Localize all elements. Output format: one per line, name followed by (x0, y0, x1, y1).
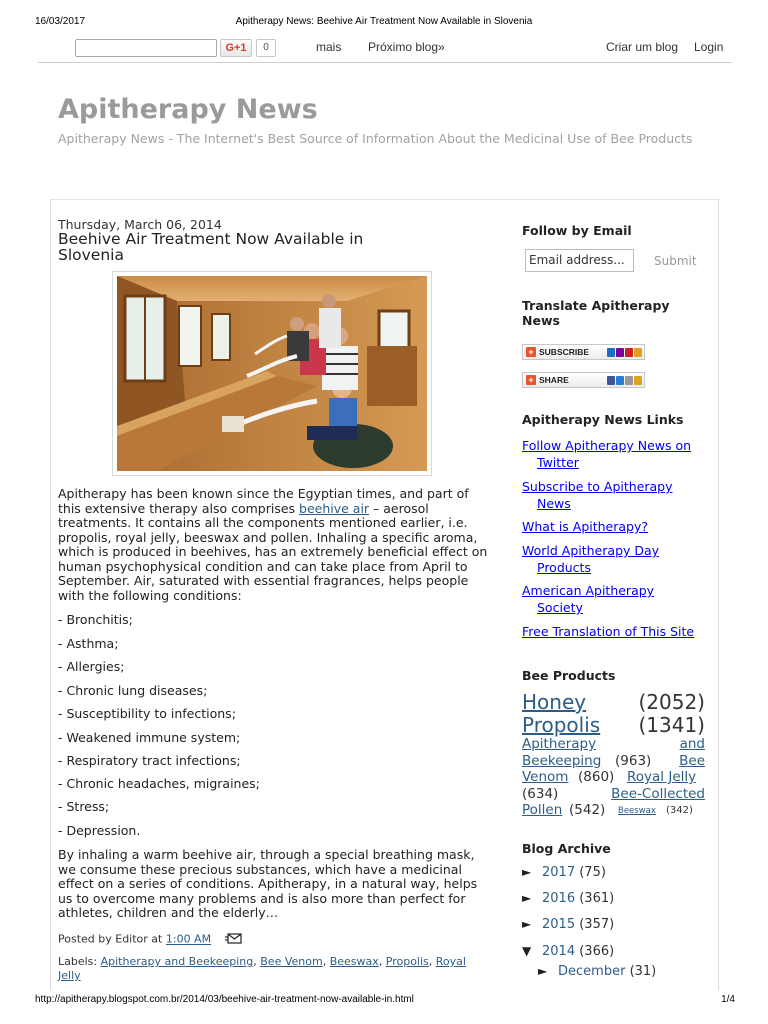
gplus-count: 0 (256, 39, 276, 57)
label-count: (963) (615, 753, 652, 769)
archive-count: (357) (579, 917, 615, 932)
post-body-intro (58, 487, 488, 603)
expand-toggle-icon[interactable]: ► (522, 865, 532, 879)
link-line[interactable]: Follow Apitherapy News on (522, 438, 692, 453)
posted-by-text: Posted by Editor at (58, 932, 166, 946)
label-apitherapy-beekeeping[interactable]: and (679, 736, 705, 752)
label-count: (2052) (638, 690, 705, 714)
label-honey[interactable]: Honey (522, 690, 587, 714)
email-input[interactable]: Email address... (525, 249, 634, 272)
post-body-closing: By inhaling a warm beehive air, through a special breathing mask, we consume these precious substances, which have a medicinal effect on a series of conditions. Apitherapy, in a natural way, helps us to overcome many problems and is also more than perfect for athletes, children and the elderly… (58, 847, 478, 920)
gplus-button[interactable]: G+1 (220, 39, 252, 57)
label-bee-collected-pollen[interactable]: Bee-Collected (611, 786, 705, 802)
archive-count: (361) (579, 891, 615, 906)
expand-toggle-icon[interactable]: ► (522, 891, 532, 905)
link-line[interactable]: Twitter (537, 455, 579, 470)
archive-year-row[interactable] (522, 944, 614, 959)
label-link[interactable]: Apitherapy and Beekeeping (100, 955, 254, 968)
archive-year-row[interactable] (522, 865, 606, 880)
beehive-air-link[interactable]: beehive air (299, 500, 370, 516)
subscribe-badge[interactable] (522, 344, 645, 360)
more-link[interactable]: mais (316, 40, 342, 54)
label-count: (542) (569, 802, 606, 818)
post-title[interactable]: Beehive Air Treatment Now Available in Slovenia (58, 230, 364, 264)
archive-year-link[interactable]: 2016 (542, 891, 576, 906)
label-beeswax[interactable]: Beeswax (618, 806, 656, 816)
link-what-is-apitherapy[interactable] (522, 518, 712, 535)
post-text: Apitherapy has been known since the Egyptian times, and part of this extensive therapy also comprises (58, 486, 469, 516)
archive-count: (75) (579, 865, 606, 880)
link-line[interactable]: Products (537, 560, 591, 575)
navbar-search-input[interactable] (75, 39, 217, 57)
label-count: (634) (522, 786, 559, 802)
archive-year-link[interactable]: 2015 (542, 917, 576, 932)
link-free-translation[interactable] (522, 623, 712, 640)
condition-item: - Respiratory tract infections; (58, 753, 241, 768)
condition-item: - Asthma; (58, 636, 119, 651)
link-line[interactable]: Society (537, 600, 583, 615)
addthis-plus-icon: + (526, 375, 536, 385)
label-link[interactable]: Bee Venom (260, 955, 323, 968)
post-footer-meta (58, 932, 243, 947)
translate-heading: Translate Apitherapy News (522, 298, 670, 328)
condition-item: - Chronic headaches, migraines; (58, 776, 260, 791)
blogger-navbar (38, 37, 732, 63)
addthis-plus-icon: + (526, 347, 536, 357)
link-follow-twitter[interactable] (522, 437, 712, 471)
post-date: Thursday, March 06, 2014 (58, 217, 222, 232)
archive-year-link[interactable]: 2017 (542, 865, 576, 880)
link-world-apitherapy-day[interactable] (522, 542, 712, 576)
next-blog-link[interactable]: Próximo blog» (368, 40, 445, 54)
archive-count: (366) (579, 944, 615, 959)
condition-item: - Bronchitis; (58, 612, 133, 627)
collapse-toggle-icon[interactable]: ▼ (522, 944, 532, 958)
cloud-row (522, 713, 705, 737)
post-image[interactable] (117, 276, 427, 471)
share-label: SHARE (539, 375, 569, 385)
label-apitherapy-beekeeping[interactable]: Beekeeping (522, 753, 602, 769)
link-line[interactable]: Subscribe to Apitherapy (522, 479, 673, 494)
condition-item: - Stress; (58, 799, 110, 814)
condition-item: - Chronic lung diseases; (58, 683, 208, 698)
labels-prefix: Labels: (58, 955, 101, 968)
label-count: (342) (666, 805, 693, 816)
submit-button[interactable]: Submit (654, 254, 697, 268)
feed-reader-icons (606, 347, 642, 357)
label-royal-jelly[interactable]: Royal Jelly (627, 769, 697, 785)
print-page-number: 1/4 (721, 994, 735, 1005)
login-link[interactable]: Login (694, 40, 724, 54)
archive-year-row[interactable] (522, 917, 614, 932)
label-link[interactable]: Beeswax (329, 955, 379, 968)
link-line[interactable]: What is Apitherapy? (522, 519, 649, 534)
create-blog-link[interactable]: Criar um blog (606, 40, 679, 54)
blog-description: Apitherapy News - The Internet's Best Source of Information About the Medicinal Use of Bee Products (58, 131, 693, 146)
link-american-apitherapy[interactable] (522, 582, 712, 616)
post-image-graphic (117, 276, 427, 471)
archive-month-row[interactable] (538, 964, 656, 979)
label-bee-collected-pollen[interactable]: Pollen (522, 802, 563, 818)
post-labels: Labels: Apitherapy and Beekeeping, Bee Venom, Beeswax, Propolis, Royal Jelly (58, 955, 466, 982)
expand-toggle-icon[interactable]: ► (522, 917, 532, 931)
post-image-frame (112, 271, 432, 476)
condition-item: - Depression. (58, 823, 141, 838)
post-time-link[interactable]: 1:00 AM (165, 932, 212, 946)
cloud-row (522, 690, 705, 714)
label-propolis[interactable]: Propolis (522, 713, 601, 737)
print-date: 16/03/2017 (35, 16, 86, 27)
share-badge[interactable] (522, 372, 645, 388)
link-line[interactable]: American Apitherapy (522, 583, 655, 598)
subscribe-label: SUBSCRIBE (539, 347, 590, 357)
condition-item: - Allergies; (58, 659, 125, 674)
label-link[interactable]: Propolis (385, 955, 429, 968)
link-line[interactable]: World Apitherapy Day (522, 543, 660, 558)
follow-by-email-heading: Follow by Email (522, 223, 632, 238)
label-apitherapy-beekeeping[interactable]: Apitherapy (522, 736, 597, 752)
archive-count: (31) (629, 964, 657, 979)
label-bee-venom[interactable]: Venom (522, 769, 569, 785)
label-count: (860) (578, 769, 615, 785)
archive-year-row[interactable] (522, 891, 614, 906)
blog-archive-heading: Blog Archive (522, 841, 611, 856)
print-page-title: Apitherapy News: Beehive Air Treatment Now Available in Slovenia (235, 16, 533, 27)
links-heading: Apitherapy News Links (522, 412, 684, 427)
condition-item: - Susceptibility to infections; (58, 706, 236, 721)
label-bee-venom[interactable]: Bee (679, 753, 705, 769)
expand-toggle-icon[interactable]: ► (538, 964, 548, 978)
email-post-icon[interactable] (225, 932, 243, 947)
link-subscribe[interactable] (522, 478, 712, 512)
blog-title[interactable]: Apitherapy News (58, 94, 318, 125)
archive-month-link[interactable]: December (558, 964, 626, 979)
label-count: (1341) (638, 713, 705, 737)
archive-year-link[interactable]: 2014 (542, 944, 576, 959)
share-service-icons (606, 375, 642, 385)
link-line[interactable]: Free Translation of This Site (522, 624, 695, 639)
bee-products-heading: Bee Products (522, 668, 616, 683)
print-url: http://apitherapy.blogspot.com.br/2014/03/beehive-air-treatment-now-available-in.html (35, 994, 414, 1005)
label-link[interactable]: Royal Jelly (58, 955, 466, 982)
post-text: – aerosol treatments. It contains all the components mentioned earlier, i.e. propolis, royal jelly, beeswax and pollen. Inhaling a specific aroma, which is produced in beehives, has an extremely beneficial effect on human psychophysical condition and can take place from April to September. Air, saturated with essential fragrances, helps people with the following conditions: (58, 500, 488, 603)
condition-item: - Weakened immune system; (58, 730, 241, 745)
link-line[interactable]: News (537, 496, 571, 511)
